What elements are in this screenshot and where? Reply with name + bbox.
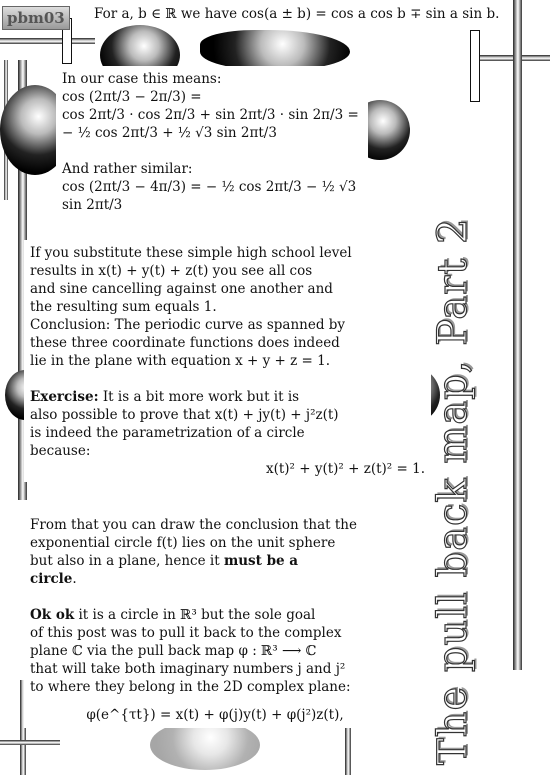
decorative-rod [0,38,95,44]
paragraph: And rather similar: [62,161,193,177]
paragraph: In our case this means: [62,71,222,87]
decorative-rod [0,740,60,745]
decorative-rod [470,55,550,61]
equation: cos (2πt/3 − 2π/3) = [62,89,202,105]
line: and sine cancelling against one another and [30,281,333,297]
equation: cos 2πt/3 · cos 2π/3 + sin 2πt/3 · sin 2π/3 = [62,107,359,123]
bold-phrase: must be a [223,553,299,569]
line: is indeed the parametrization of a circle [30,425,305,441]
period: . [72,571,77,587]
line: lie in the plane with equation x + y + z = 1. [30,353,331,369]
text-panel-1 [56,66,368,218]
line: it is a circle in ℝ³ but the sole goal [74,607,316,623]
vertical-title: The pull back map, Part 2 [430,217,476,765]
line: also possible to prove that x(t) + jy(t) + j²z(t) [30,407,339,423]
bold-phrase: circle [30,571,73,587]
line: From that you can draw the conclusion that the [30,517,357,533]
line: these three coordinate functions does indeed [30,335,340,351]
line: It is a bit more work but it is [98,389,300,405]
line: because: [30,443,91,459]
line: results in x(t) + y(t) + z(t) you see all cos [30,263,313,279]
equation: cos (2πt/3 − 4π/3) = − ½ cos 2πt/3 − ½ √3 sin 2πt/3 [62,179,357,213]
text-panel-2 [24,240,431,482]
decorative-blob [200,30,350,70]
line: of this post was to pull it back to the complex [30,625,342,641]
ok-label: Ok ok [30,607,75,623]
line: plane ℂ via the pull back map φ : ℝ³ ⟶ ℂ [30,643,317,659]
header-formula: For a, b ∈ ℝ we have cos(a ± b) = cos a cos b ∓ sin a sin b. [94,6,500,22]
line: to where they belong in the 2D complex plane: [30,679,351,695]
line: that will take both imaginary numbers j and j² [30,661,346,677]
decorative-rod [513,0,522,670]
equation: − ½ cos 2πt/3 + ½ √3 sin 2πt/3 [62,125,277,141]
line: Conclusion: The periodic curve as spanned by [30,317,346,333]
exercise-label: Exercise: [30,389,99,405]
equation: φ(e^{τt}) = x(t) + φ(j)y(t) + φ(j²)z(t), [86,707,344,723]
line: If you substitute these simple high school level [30,245,352,261]
text-panel-3 [24,512,406,728]
equation: x(t)² + y(t)² + z(t)² = 1. [265,461,425,477]
decorative-knob [470,30,480,102]
post-badge: pbm03 [2,6,70,30]
line: the resulting sum equals 1. [30,299,217,315]
decorative-rod [345,720,351,775]
line: but also in a plane, hence it [30,553,224,569]
line: exponential circle f(t) lies on the unit sphere [30,535,336,551]
